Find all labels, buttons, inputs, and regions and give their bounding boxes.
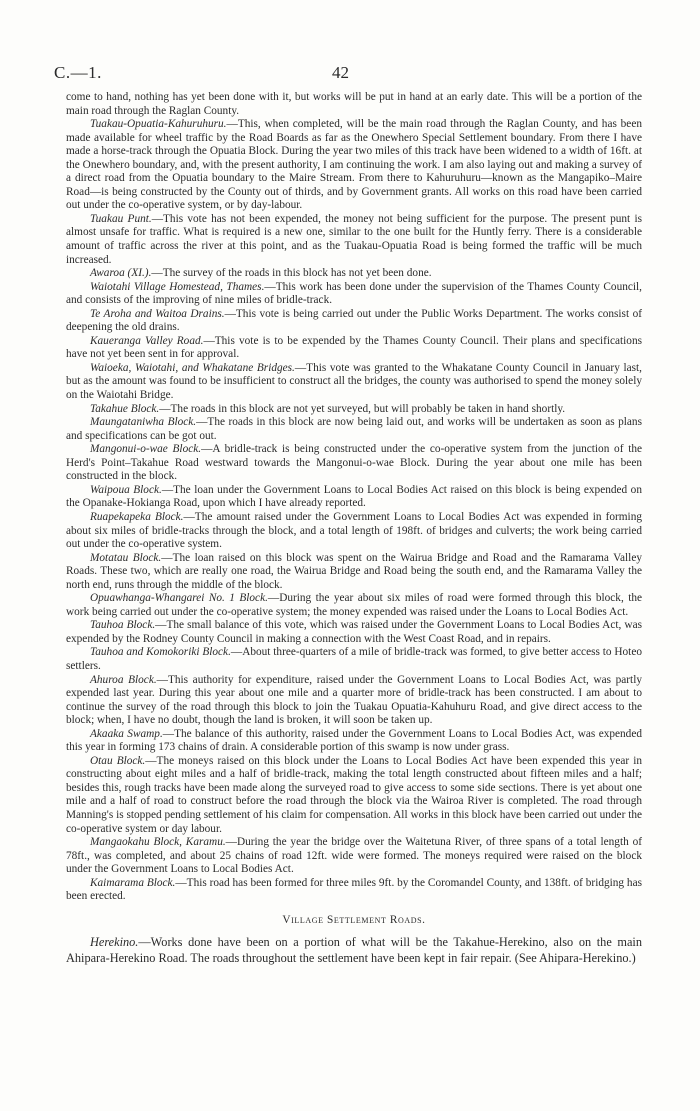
section-heading: Village Settlement Roads. — [282, 913, 426, 926]
paragraph-awaroa: Awaroa (XI.).—The survey of the roads in this block has not yet been done. — [90, 267, 432, 280]
paragraph-te-aroha-drains: Te Aroha and Waitoa Drains.—This vote is being carried out under the Public Works Department. The works consist of deepening the old drains. — [66, 307, 642, 334]
paragraph-kaimarama: Kaimarama Block.—This road has been formed for three miles 9ft. by the Coromandel County, and 138ft. of bridging has been erected. — [66, 876, 642, 903]
document-body — [66, 91, 642, 966]
paragraph-continuation: come to hand, nothing has yet been done with it, but works will be put in hand at an early date. This will be a portion of the main road through the Raglan County. — [66, 91, 642, 117]
paragraph-takahue: Takahue Block.—The roads in this block are not yet surveyed, but will probably be taken in hand shortly. — [90, 402, 566, 415]
paragraph-tuakau-punt: Tuakau Punt.—This vote has not been expended, the money not being sufficient for the purpose. The present punt is almost unsafe for traffic. What is required is a new one, similar to the one built for the Huntly ferry. There is a considerable amount of traffic across the river at this point, and as the Tuakau-Opuatia Road is being formed the traffic will be much increased. — [66, 212, 642, 266]
report-reference: C.—1. — [54, 63, 102, 82]
village-settlement-section — [66, 935, 642, 966]
paragraph-tauhoa-komokoriki: Tauhoa and Komokoriki Block.—About three-quarters of a mile of bridle-track was formed, to give better access to Hoteo settlers. — [66, 646, 642, 672]
paragraph-akaaka: Akaaka Swamp.—The balance of this authority, raised under the Government Loans to Local Bodies Act, was expended this year in forming 173 chains of drain. A considerable portion of this swamp is now under grass. — [66, 727, 642, 754]
paragraph-waioeka-bridges: Waioeka, Waiotahi, and Whakatane Bridges.—This vote was granted to the Whakatane County Council in January last, but as the amount was found to be insufficient to construct all the bridges, the county was authorised to spend the money solely on the Waiotahi Bridge. — [66, 361, 643, 402]
paragraph-mangaokahu: Mangaokahu Block, Karamu.—During the year the bridge over the Waitetuna River, of three spans of a total length of 78ft., was completed, and about 25 chains of road 12ft. wide were formed. The moneys required were raised on the block under the Government Loans to Local Bodies Act. — [66, 836, 642, 876]
paragraph-tauhoa: Tauhoa Block.—The small balance of this vote, which was raised under the Government Loans to Local Bodies Act, was expended by the Rodney County Council in making a connection with the West Coast Road, and in repairs. — [66, 619, 642, 645]
page-number: 42 — [332, 63, 349, 82]
paragraph-mangonui: Mangonui-o-wae Block.—A bridle-track is being constructed under the co-operative system from the junction of the Herd's Point–Takahue Road westward towards the Mangonui-o-wae Block. During the year about one mile has been constructed in the block. — [66, 443, 642, 483]
paragraph-otau: Otau Block.—The moneys raised on this block under the Loans to Local Bodies Act have been expended this year in constructing about eight miles and a half of bridle-track, making the total length constructed about fifteen miles and a half; besides this, rough tracks have been made along the surveyed road to give access to some side sections. There is yet about one mile and a half of road to construct before the road through the block via the Wairoa River is completed. The road through Manning's is stopped pending settlement of his claim for compensation. All works in this block have been carried out under the co-operative system or day labour. — [66, 754, 642, 835]
paragraph-maungataniwha: Maungataniwha Block.—The roads in this block are now being laid out, and works will be undertaken as soon as plans and specifications can be got out. — [66, 416, 642, 442]
paragraph-opuawhanga: Opuawhanga-Whangarei No. 1 Block.—During the year about six miles of road were formed through this block, the work being carried out under the co-operative system; the money expended was raised under the Loans to Local Bodies Act. — [66, 592, 642, 618]
paragraph-waipoua: Waipoua Block.—The loan under the Government Loans to Local Bodies Act raised on this block is being expended on the Opanake-Hokianga Road, upon which I have already reported. — [66, 483, 642, 510]
paragraph-tuakau-opuatia: Tuakau-Opuatia-Kahuruhuru.—This, when completed, will be the main road through the Raglan County, and has been made available for wheel traffic by the Road Boards as far as the Onewhero Special Settlement boundary. From there I have made a horse-track through the Opuatia Block. During the year two miles of this track have been widened to a width of 16ft. at the Onewhero boundary, and, with the present authority, I am continuing the work. I am also laying out and making a survey of a direct road from the Opuatia boundary to the Maire Stream. From there to Kahuruhuru—known as the Mangapiko–Maire Road—is being constructed by the County out of thirds, and by Government grants. All works on this road have been carried out under the co-operative system, or by day-labour. — [66, 118, 642, 212]
paragraph-ruapekapeka: Ruapekapeka Block.—The amount raised under the Government Loans to Local Bodies Act was expended in forming about six miles of bridle-tracks through the block, and a total length of 198ft. of bridges and culverts; the work being carried out under the co-operative system. — [66, 510, 642, 551]
paragraph-ahuroa: Ahuroa Block.—This authority for expenditure, raised under the Government Loans to Local Bodies Act, was partly expended last year. During this year about one mile and a quarter more of bridle-track has been constructed. I am about to continue the survey of the road through this block to join the Tuakau Opuatia-Kahuhuru Road, and give direct access to the block; when, I have no doubt, though the land is broken, it will soon be taken up. — [66, 673, 642, 727]
paragraph-waiotahi-village: Waiotahi Village Homestead, Thames.—This work has been done under the supervision of the Thames County Council, and consists of the improving of nine miles of bridle-track. — [66, 280, 642, 307]
paragraph-kaueranga: Kaueranga Valley Road.—This vote is to be expended by the Thames County Council. Their plans and specifications have not yet been sent in for approval. — [66, 334, 642, 361]
paragraph-herekino: Herekino.—Works done have been on a portion of what will be the Takahue-Herekino, also on the main Ahipara-Herekino Road. The roads throughout the settlement have been kept in fair repair. (See Ahipara-Herekino.) — [66, 935, 642, 965]
paragraph-motatau: Motatau Block.—The loan raised on this block was spent on the Wairua Bridge and Road and the Ramarama Valley Roads. These two, which are really one road, the Wairua Bridge and Road being the south end, and the Ramarama Valley the north end, runs through the middle of the block. — [66, 551, 642, 591]
